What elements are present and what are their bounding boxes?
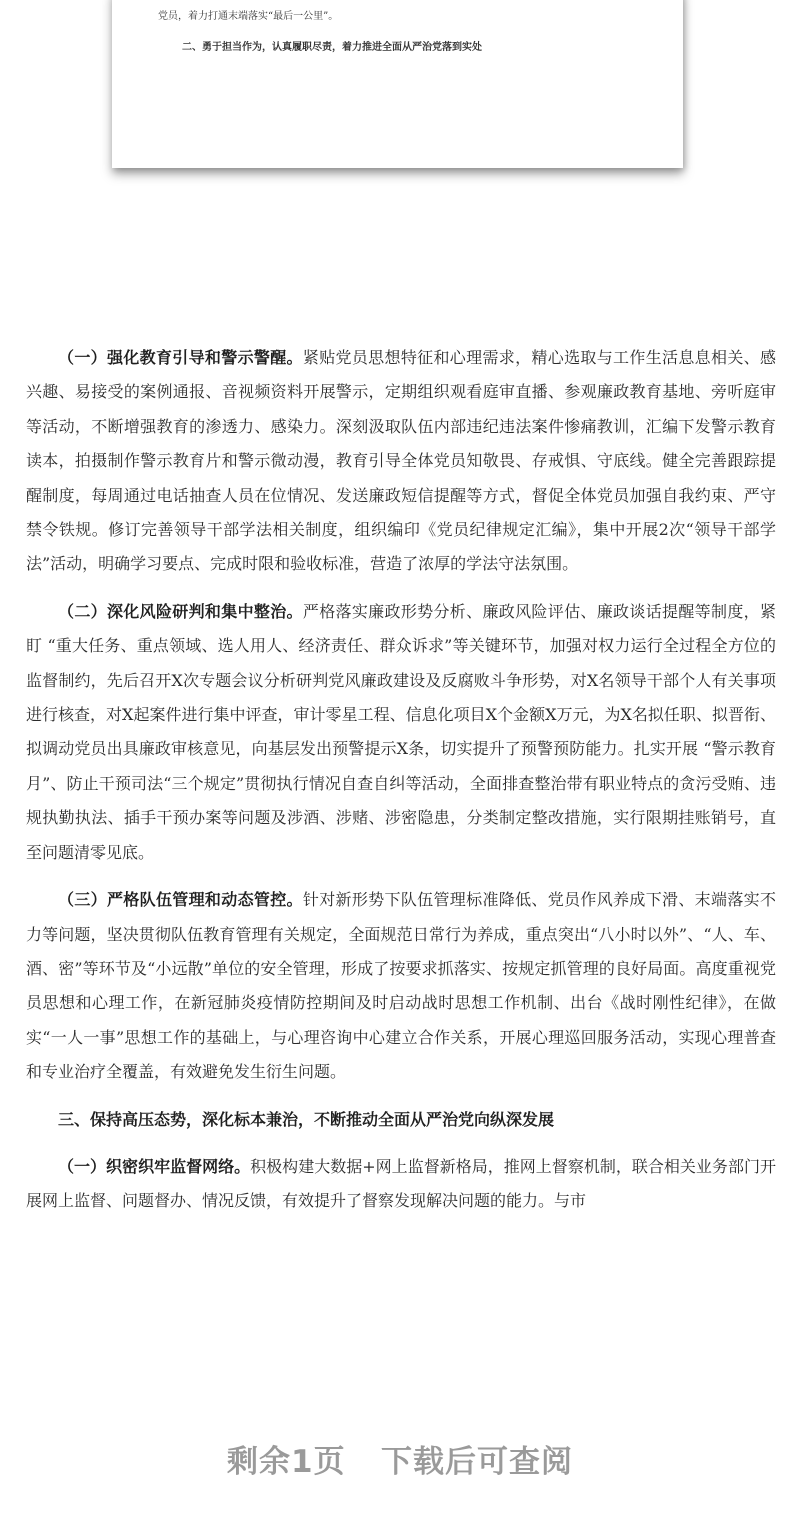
document-preview-card [112,0,683,168]
remaining-pages-notice[interactable]: 剩余1页 下载后可查阅 [227,1444,573,1480]
paragraph-text: 严格落实廉政形势分析、廉政风险评估、廉政谈话提醒等制度，紧盯 “重大任务、重点领域、选人用人、经济责任、群众诉求”等关键环节，加强对权力运行全过程全方位的监督制约，先后召开X次专题会议分析研判党风廉政建设及反腐败斗争形势，对X名领导干部个人有关事项进行核查，对X起案件进行集中评查，审计零星工程、信息化项目X个金额X万元，为X名拟任职、拟晋衔、拟调动党员出具廉政审核意见，向基层发出预警提示X条，切实提升了预警预防能力。扎实开展 “警示教育月”、防止干预司法“三个规定”贯彻执行情况自查自纠等活动，全面排查整治带有职业特点的贪污受贿、违规执勤执法、插手干预办案等问题及涉酒、涉赌、涉密隐患，分类制定整改措施，实行限期挂账销号，直至问题清零见底。 [26,601,776,862]
section-heading: 三、保持高压态势，深化标本兼治，不断推动全面从严治党向纵深发展 [58,1109,555,1129]
paragraph-lead: （三）严格队伍管理和动态管控。 [58,890,303,910]
paragraph-text: 紧贴党员思想特征和心理需求，精心选取与工作生活息息相关、感兴趣、易接受的案例通报、音视频资料开展警示，定期组织观看庭审直播、参观廉政教育基地、旁听庭审等活动，不断增强教育的渗透力、感染力。深刻汲取队伍内部违纪违法案件惨痛教训，汇编下发警示教育读本，拍摄制作警示教育片和警示微动漫，教育引导全体党员知敬畏、存戒惧、守底线。健全完善跟踪提醒制度，每周通过电话抽查人员在位情况、发送廉政短信提醒等方式，督促全体党员加强自我约束、严守禁令铁规。修订完善领导干部学法相关制度，组织编印《党员纪律规定汇编》，集中开展2次“领导干部学法”活动，明确学习要点、完成时限和验收标准，营造了浓厚的学法守法氛围。 [26,348,776,574]
paragraph-risk [26,595,776,870]
paragraph-education [26,341,776,582]
paragraph-text: 积极构建大数据+网上监督新格局，推网上督察机制，联合相关业务部门开展网上监督、问题督办、情况反馈，有效提升了督察发现解决问题的能力。与市 [26,1156,776,1211]
paragraph-supervision [26,1150,776,1219]
paragraph-lead: （一）强化教育引导和警示警醒。 [58,348,303,367]
preview-heading: 二、勇于担当作为，认真履职尽责，着力推进全面从严治党落到实处 [182,42,482,53]
preview-text-line: 党员，着力打通末端落实“最后一公里”。 [158,11,339,22]
paragraph-lead: （二）深化风险研判和集中整治。 [58,601,303,621]
paragraph-team-management [26,883,776,1089]
paragraph-text: 针对新形势下队伍管理标准降低、党员作风养成下滑、末端落实不力等问题，坚决贯彻队伍教育管理有关规定，全面规范日常行为养成，重点突出“八小时以外”、“人、车、酒、密”等环节及“小远散”单位的安全管理，形成了按要求抓落实、按规定抓管理的良好局面。高度重视党员思想和心理工作，在新冠肺炎疫情防控期间及时启动战时思想工作机制、出台《战时刚性纪律》，在做实“一人一事”思想工作的基础上，与心理咨询中心建立合作关系，开展心理巡回服务活动，实现心理普查和专业治疗全覆盖，有效避免发生衍生问题。 [26,890,776,1082]
document-body [26,341,776,1219]
paragraph-lead: （一）织密织牢监督网络。 [58,1156,251,1176]
